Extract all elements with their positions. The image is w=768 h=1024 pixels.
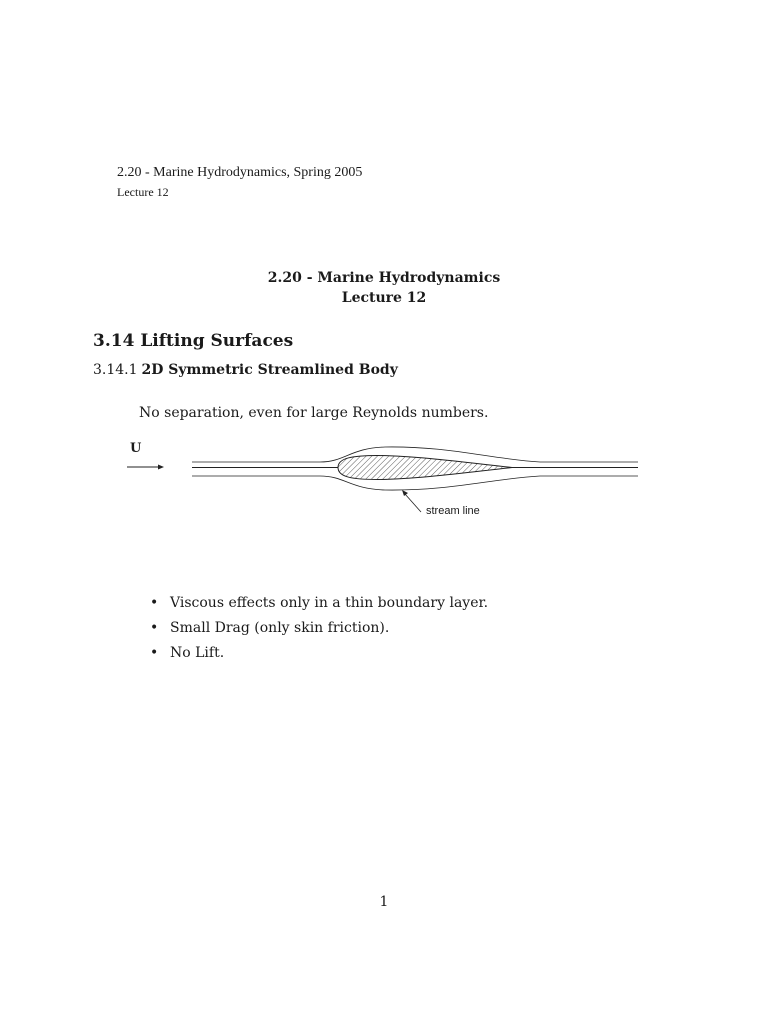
- streamline-diagram: [120, 436, 650, 526]
- running-header-course: 2.20 - Marine Hydrodynamics, Spring 2005: [117, 165, 363, 180]
- running-header-lecture: Lecture 12: [117, 185, 169, 199]
- bullet-marker: •: [150, 620, 159, 636]
- subsection-heading: [93, 362, 398, 378]
- bullet-marker: •: [150, 645, 159, 661]
- velocity-label: U: [130, 441, 142, 456]
- list-item: [150, 618, 488, 643]
- page-number: 1: [379, 894, 389, 910]
- bullet-list: [150, 593, 488, 668]
- list-item: [150, 593, 488, 618]
- list-item-text: Small Drag (only skin friction).: [170, 620, 390, 636]
- section-heading: 3.14 Lifting Surfaces: [93, 331, 294, 351]
- list-item-text: No Lift.: [170, 645, 225, 661]
- bullet-marker: •: [150, 595, 159, 611]
- document-title: 2.20 - Marine Hydrodynamics: [267, 270, 501, 286]
- streamline-leader-arrow: [402, 490, 421, 512]
- streamlined-body: [338, 456, 512, 480]
- streamline-figure: [120, 436, 650, 526]
- list-item: [150, 643, 488, 668]
- intro-paragraph: No separation, even for large Reynolds numbers.: [139, 405, 489, 421]
- list-item-text: Viscous effects only in a thin boundary layer.: [170, 595, 489, 611]
- subsection-number: 3.14.1: [93, 362, 138, 378]
- document-subtitle: Lecture 12: [341, 290, 427, 306]
- streamline-label: stream line: [426, 505, 480, 517]
- streamline-lower: [192, 476, 638, 490]
- velocity-arrow: [127, 465, 164, 470]
- subsection-title: 2D Symmetric Streamlined Body: [141, 362, 398, 378]
